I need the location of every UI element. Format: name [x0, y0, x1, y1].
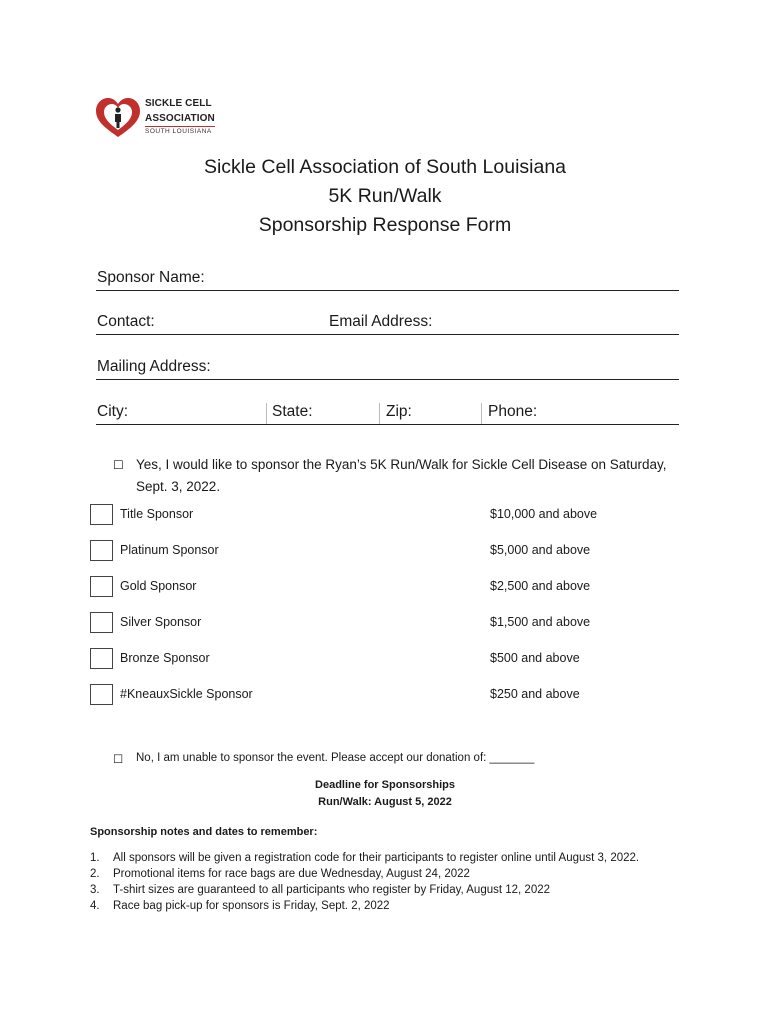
zip-label: Zip: [386, 403, 412, 420]
note-number: 1. [90, 852, 100, 864]
tier-name: Silver Sponsor [120, 615, 202, 629]
mailing-address-label: Mailing Address: [97, 358, 211, 375]
tier-bronze [90, 648, 690, 670]
tier-name: Title Sponsor [120, 507, 194, 521]
mailing-address-field[interactable] [96, 358, 679, 380]
note-text: All sponsors will be given a registration code for their participants to register online until August 3, 2022. [113, 852, 640, 864]
deadline-heading: Deadline for Sponsorships [315, 779, 455, 791]
email-label: Email Address: [329, 313, 433, 330]
tier-name: Bronze Sponsor [120, 651, 210, 665]
tier-name: Gold Sponsor [120, 579, 197, 593]
tier-title [90, 504, 690, 526]
tier-name: #KneauxSickle Sponsor [120, 687, 253, 701]
note-number: 4. [90, 900, 100, 912]
yes-checkbox[interactable]: ☐ [113, 458, 124, 472]
state-zip-divider [379, 403, 380, 424]
organization-logo [95, 97, 255, 142]
tier-amount: $2,500 and above [490, 579, 591, 593]
sponsor-name-label: Sponsor Name: [97, 269, 205, 286]
form-title-event: 5K Run/Walk [328, 185, 442, 207]
tier-checkbox[interactable] [90, 576, 113, 597]
tier-checkbox[interactable] [90, 540, 113, 561]
deadline-date: Run/Walk: August 5, 2022 [318, 796, 452, 808]
yes-option-text: Yes, I would like to sponsor the Ryan’s 5K Run/Walk for Sickle Cell Disease on Saturday, Sept. 3, 2022. [136, 457, 667, 494]
tier-gold [90, 576, 690, 598]
tier-platinum [90, 540, 690, 562]
note-number: 3. [90, 884, 100, 896]
contact-email-row [96, 313, 679, 335]
note-number: 2. [90, 868, 100, 880]
notes-heading: Sponsorship notes and dates to remember: [90, 826, 318, 838]
city-state-zip-phone-row [96, 403, 679, 425]
logo-line-2: ASSOCIATION [145, 114, 215, 127]
form-title-org: Sickle Cell Association of South Louisiana [203, 156, 567, 178]
no-option-text: No, I am unable to sponsor the event. Please accept our donation of: _______ [136, 752, 535, 764]
tier-amount: $500 and above [490, 651, 580, 665]
city-state-divider [266, 403, 267, 424]
logo-line-3: SOUTH LOUISIANA [145, 128, 212, 135]
tier-checkbox[interactable] [90, 612, 113, 633]
zip-phone-divider [481, 403, 482, 424]
tier-kneauxsickle [90, 684, 690, 706]
note-text: T-shirt sizes are guaranteed to all participants who register by Friday, August 12, 2022 [113, 884, 551, 896]
state-label: State: [272, 403, 313, 420]
contact-label: Contact: [97, 313, 155, 330]
tier-silver [90, 612, 690, 634]
tier-amount: $1,500 and above [490, 615, 591, 629]
tier-amount: $250 and above [490, 687, 580, 701]
tier-name: Platinum Sponsor [120, 543, 219, 557]
tier-amount: $5,000 and above [490, 543, 591, 557]
note-text: Promotional items for race bags are due Wednesday, August 24, 2022 [113, 868, 470, 880]
tier-checkbox[interactable] [90, 648, 113, 669]
sponsor-name-field[interactable] [96, 269, 679, 291]
phone-label: Phone: [488, 403, 538, 420]
no-checkbox[interactable]: ☐ [113, 754, 124, 766]
city-label: City: [97, 403, 128, 420]
note-text: Race bag pick-up for sponsors is Friday, Sept. 2, 2022 [113, 900, 390, 912]
form-title-form: Sponsorship Response Form [258, 214, 512, 236]
tier-checkbox[interactable] [90, 504, 113, 525]
logo-line-1: SICKLE CELL [145, 98, 212, 109]
tier-checkbox[interactable] [90, 684, 113, 705]
heart-figure-icon [95, 97, 141, 139]
tier-amount: $10,000 and above [490, 507, 598, 521]
